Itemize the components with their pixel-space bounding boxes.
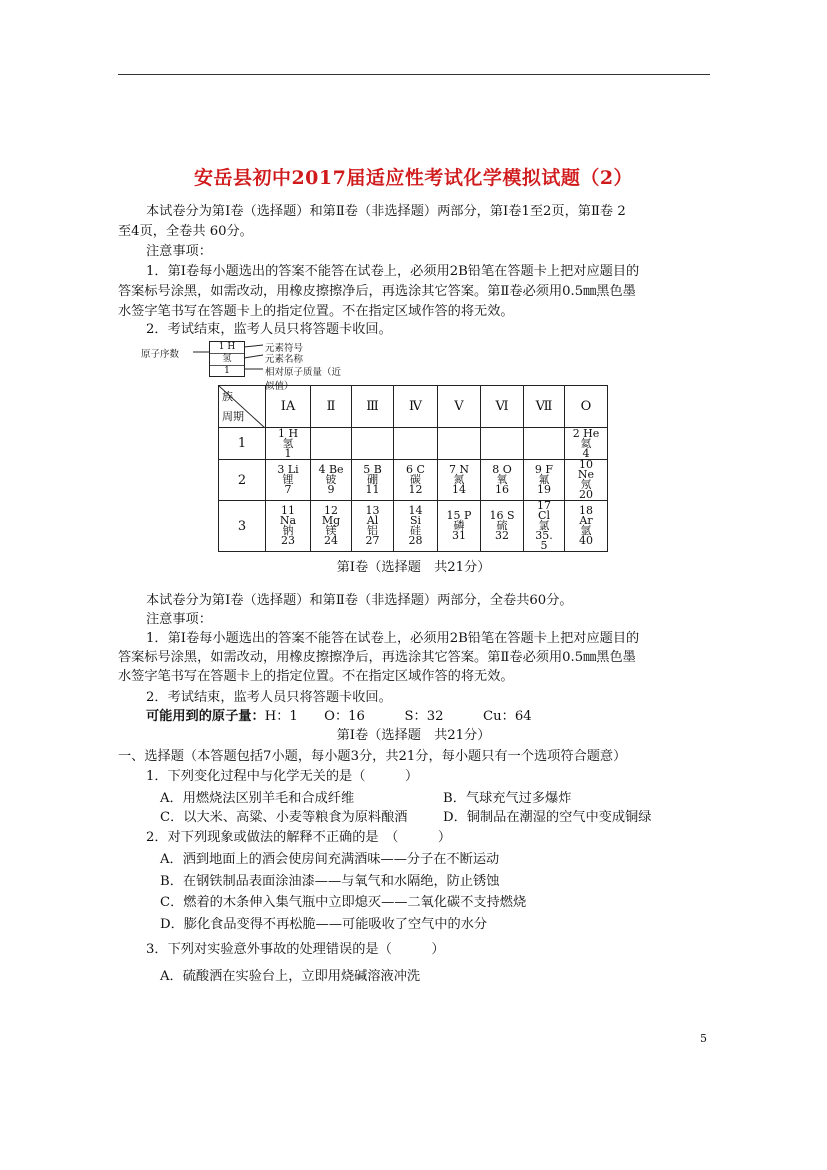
part1-header: 一、选择题（本答题包括7小题，每小题3分，共21分，每小题只有一个选项符合题意） (118, 749, 627, 764)
element-line: 镁 (325, 524, 337, 537)
element-line: 31 (452, 529, 466, 542)
legend-box-mass: 1 (224, 366, 230, 376)
q2-option-c: C．燃着的木条伸入集气瓶中立即熄灭——二氧化碳不支持燃烧 (160, 895, 527, 910)
q1-stem: 1．下列变化过程中与化学无关的是（ ） (146, 769, 419, 784)
legend-element-box (209, 341, 245, 377)
element-cell (438, 501, 481, 552)
empty-cell (524, 428, 565, 460)
element-line: 氩 (580, 524, 592, 537)
element-line: 12 (408, 483, 423, 496)
period-number: 1 (219, 428, 266, 460)
element-line: 9 F (534, 463, 554, 476)
element-line: 1 (284, 446, 292, 460)
element-line: 钠 (282, 524, 294, 537)
element-line: 19 (537, 483, 551, 496)
element-line: 铝 (367, 524, 378, 537)
period-row (219, 428, 608, 460)
element-line: 32 (495, 529, 509, 542)
element-line: Ar (579, 514, 593, 527)
corner-group-label: 族 (222, 390, 233, 403)
element-cell (311, 460, 352, 501)
page-title: 安岳县初中2017届适应性考试化学模拟试题（2） (193, 167, 634, 189)
element-line: 碳 (410, 473, 421, 486)
element-line: 4 (582, 446, 590, 460)
group-header: Ⅴ (438, 386, 481, 428)
element-line: 氦 (580, 436, 592, 450)
intro2-n2: 2．考试结束，监考人员只将答题卡收回。 (146, 690, 392, 705)
q3-stem: 3．下列对实验意外事故的处理错误的是（ ） (146, 942, 445, 957)
element-cell (266, 501, 311, 552)
group-header: Ⅶ (524, 386, 565, 428)
notice-2: 2．考试结束，监考人员只将答题卡收回。 (146, 322, 392, 337)
q2-option-b: B．在钢铁制品表面涂油漆——与氧气和水隔绝，防止锈蚀 (160, 874, 500, 889)
element-cell (481, 501, 524, 552)
element-cell (565, 460, 608, 501)
element-cell (352, 501, 394, 552)
element-cell (394, 460, 438, 501)
group-header: Ⅲ (352, 386, 394, 428)
element-line: 氧 (496, 473, 508, 486)
q2-option-d: D．膨化食品变得不再松脆——可能吸收了空气中的水分 (160, 917, 488, 932)
section-heading-1: 第Ⅰ卷（选择题 共21分） (336, 560, 491, 575)
empty-cell (394, 428, 438, 460)
element-line: 锂 (282, 473, 294, 486)
element-line: 氯 (538, 519, 550, 532)
element-line: 24 (324, 534, 338, 547)
legend-symbol-label: 元素符号 (265, 343, 304, 354)
element-line: Ne (577, 468, 595, 481)
corner-period-label: 周期 (222, 410, 244, 423)
element-line: Si (409, 514, 422, 527)
header-rule (118, 74, 710, 75)
period-number: 3 (219, 501, 266, 552)
legend-mass-label: 相对原子质量（近似值） (265, 367, 342, 392)
element-line: 7 N (448, 463, 470, 476)
empty-cell (352, 428, 394, 460)
element-line: 14 (452, 483, 466, 496)
element-line: 3 Li (277, 463, 299, 476)
element-cell (481, 460, 524, 501)
element-line: 9 (327, 483, 335, 496)
element-cell (524, 460, 565, 501)
period-number: 2 (219, 460, 266, 501)
notice-1b: 答案标号涂黑，如需改动，用橡皮擦擦净后，再选涂其它答案。第Ⅱ卷必须用0.5㎜黑色墨 (118, 284, 636, 299)
element-line: 18 (579, 504, 593, 517)
atomic-masses (146, 707, 532, 727)
section-heading-2: 第Ⅰ卷（选择题 共21分） (336, 728, 491, 743)
legend-atomic-number-label: 原子序数 (141, 349, 180, 360)
element-cell (565, 501, 608, 552)
notice-1a: 1．第Ⅰ卷每小题选出的答案不能答在试卷上，必须用2B铅笔在答题卡上把对应题目的 (146, 264, 640, 279)
element-cell (266, 428, 311, 460)
element-line: 2 He (572, 426, 600, 440)
element-cell (524, 501, 565, 552)
element-line: 27 (365, 534, 380, 547)
notice-heading: 注意事项： (146, 244, 212, 259)
element-line: 4 Be (318, 463, 344, 476)
element-line: 硼 (367, 473, 378, 486)
element-line: 磷 (453, 519, 465, 532)
element-line: 40 (579, 534, 593, 547)
group-header: Ⅵ (481, 386, 524, 428)
group-header: Ⅳ (394, 386, 438, 428)
element-line: 1 H (277, 426, 299, 440)
element-line: 13 (365, 504, 380, 517)
element-line: 氢 (282, 436, 294, 450)
element-line: 16 (495, 483, 509, 496)
legend-box-name: 氢 (210, 354, 244, 366)
element-line: 23 (281, 534, 295, 547)
legend-name-label: 元素名称 (265, 354, 304, 365)
element-line: 氖 (580, 478, 592, 491)
element-line: 11 (281, 504, 295, 517)
q1-option-a: A．用燃烧法区别羊毛和合成纤维 (160, 791, 355, 806)
notice-1c: 水签字笔书写在答题卡上的指定位置。不在指定区域作答的将无效。 (118, 304, 514, 319)
empty-cell (311, 428, 352, 460)
element-line: 20 (579, 488, 593, 501)
intro2-n1a: 1．第Ⅰ卷每小题选出的答案不能答在试卷上，必须用2B铅笔在答题卡上把对应题目的 (146, 631, 640, 646)
element-line: 铍 (325, 473, 337, 486)
element-line: 14 (408, 504, 423, 517)
element-line: 35. (535, 529, 553, 542)
element-cell (565, 428, 608, 460)
element-line: 5 (540, 539, 548, 552)
q1-option-d: D．铜制品在潮湿的空气中变成铜绿 (443, 810, 652, 825)
element-line: 5 B (363, 463, 382, 476)
element-line: 28 (408, 534, 423, 547)
element-line: 7 (284, 483, 292, 496)
intro2-n1c: 水签字笔书写在答题卡上的指定位置。不在指定区域作答的将无效。 (118, 669, 514, 684)
empty-cell (438, 428, 481, 460)
group-header: ⅠA (266, 386, 311, 428)
period-row (219, 501, 608, 552)
intro2-line1: 本试卷分为第Ⅰ卷（选择题）和第Ⅱ卷（非选择题）两部分，全卷共60分。 (146, 593, 573, 608)
element-line: 硅 (410, 524, 421, 537)
element-line: 10 (579, 458, 593, 471)
periodic-legend (141, 340, 342, 392)
element-line: Na (279, 514, 297, 527)
group-header: Ⅱ (311, 386, 352, 428)
element-line: 6 C (406, 463, 425, 476)
element-line: 16 S (489, 509, 515, 522)
q2-option-a: A．洒到地面上的酒会使房间充满酒味——分子在不断运动 (160, 852, 500, 867)
intro-line2: 至4页，全卷共 60分。 (118, 224, 253, 239)
page-number: 5 (700, 1032, 707, 1045)
element-line: 氮 (453, 473, 465, 486)
intro-line1: 本试卷分为第Ⅰ卷（选择题）和第Ⅱ卷（非选择题）两部分，第Ⅰ卷1至2页，第Ⅱ卷 2 (146, 204, 626, 219)
element-line: Mg (321, 514, 341, 527)
element-line: Cl (538, 509, 550, 522)
element-line: 硫 (496, 519, 508, 532)
q2-stem: 2．对下列现象或做法的解释不正确的是 （ ） (146, 830, 452, 845)
element-line: 15 P (446, 509, 472, 522)
table-corner-cell (219, 386, 266, 428)
element-line: 17 (537, 499, 551, 512)
element-line: 12 (324, 504, 338, 517)
atomic-masses-label: 可能用到的原子量： (146, 709, 265, 724)
legend-box-symbol: 1 H (210, 342, 244, 354)
element-cell (394, 501, 438, 552)
q1-option-b: B．气球充气过多爆炸 (443, 791, 572, 806)
element-line: 8 O (492, 463, 512, 476)
intro2-n1b: 答案标号涂黑，如需改动，用橡皮擦擦净后，再选涂其它答案。第Ⅱ卷必须用0.5㎜黑色墨 (118, 650, 636, 665)
periodic-table (218, 385, 608, 552)
intro2-notice: 注意事项： (146, 612, 212, 627)
element-cell (438, 460, 481, 501)
element-line: Al (366, 514, 379, 527)
element-line: 氟 (538, 473, 550, 486)
q1-option-c: C．以大米、高粱、小麦等粮食为原料酿酒 (160, 810, 408, 825)
element-cell (311, 501, 352, 552)
empty-cell (481, 428, 524, 460)
group-header: O (565, 386, 608, 428)
element-cell (266, 460, 311, 501)
period-row (219, 460, 608, 501)
element-cell (352, 460, 394, 501)
atomic-masses-values: H：1 O：16 S：32 Cu：64 (264, 709, 532, 724)
q3-option-a: A．硫酸洒在实验台上，立即用烧碱溶液冲洗 (160, 969, 421, 984)
element-line: 11 (365, 483, 380, 496)
